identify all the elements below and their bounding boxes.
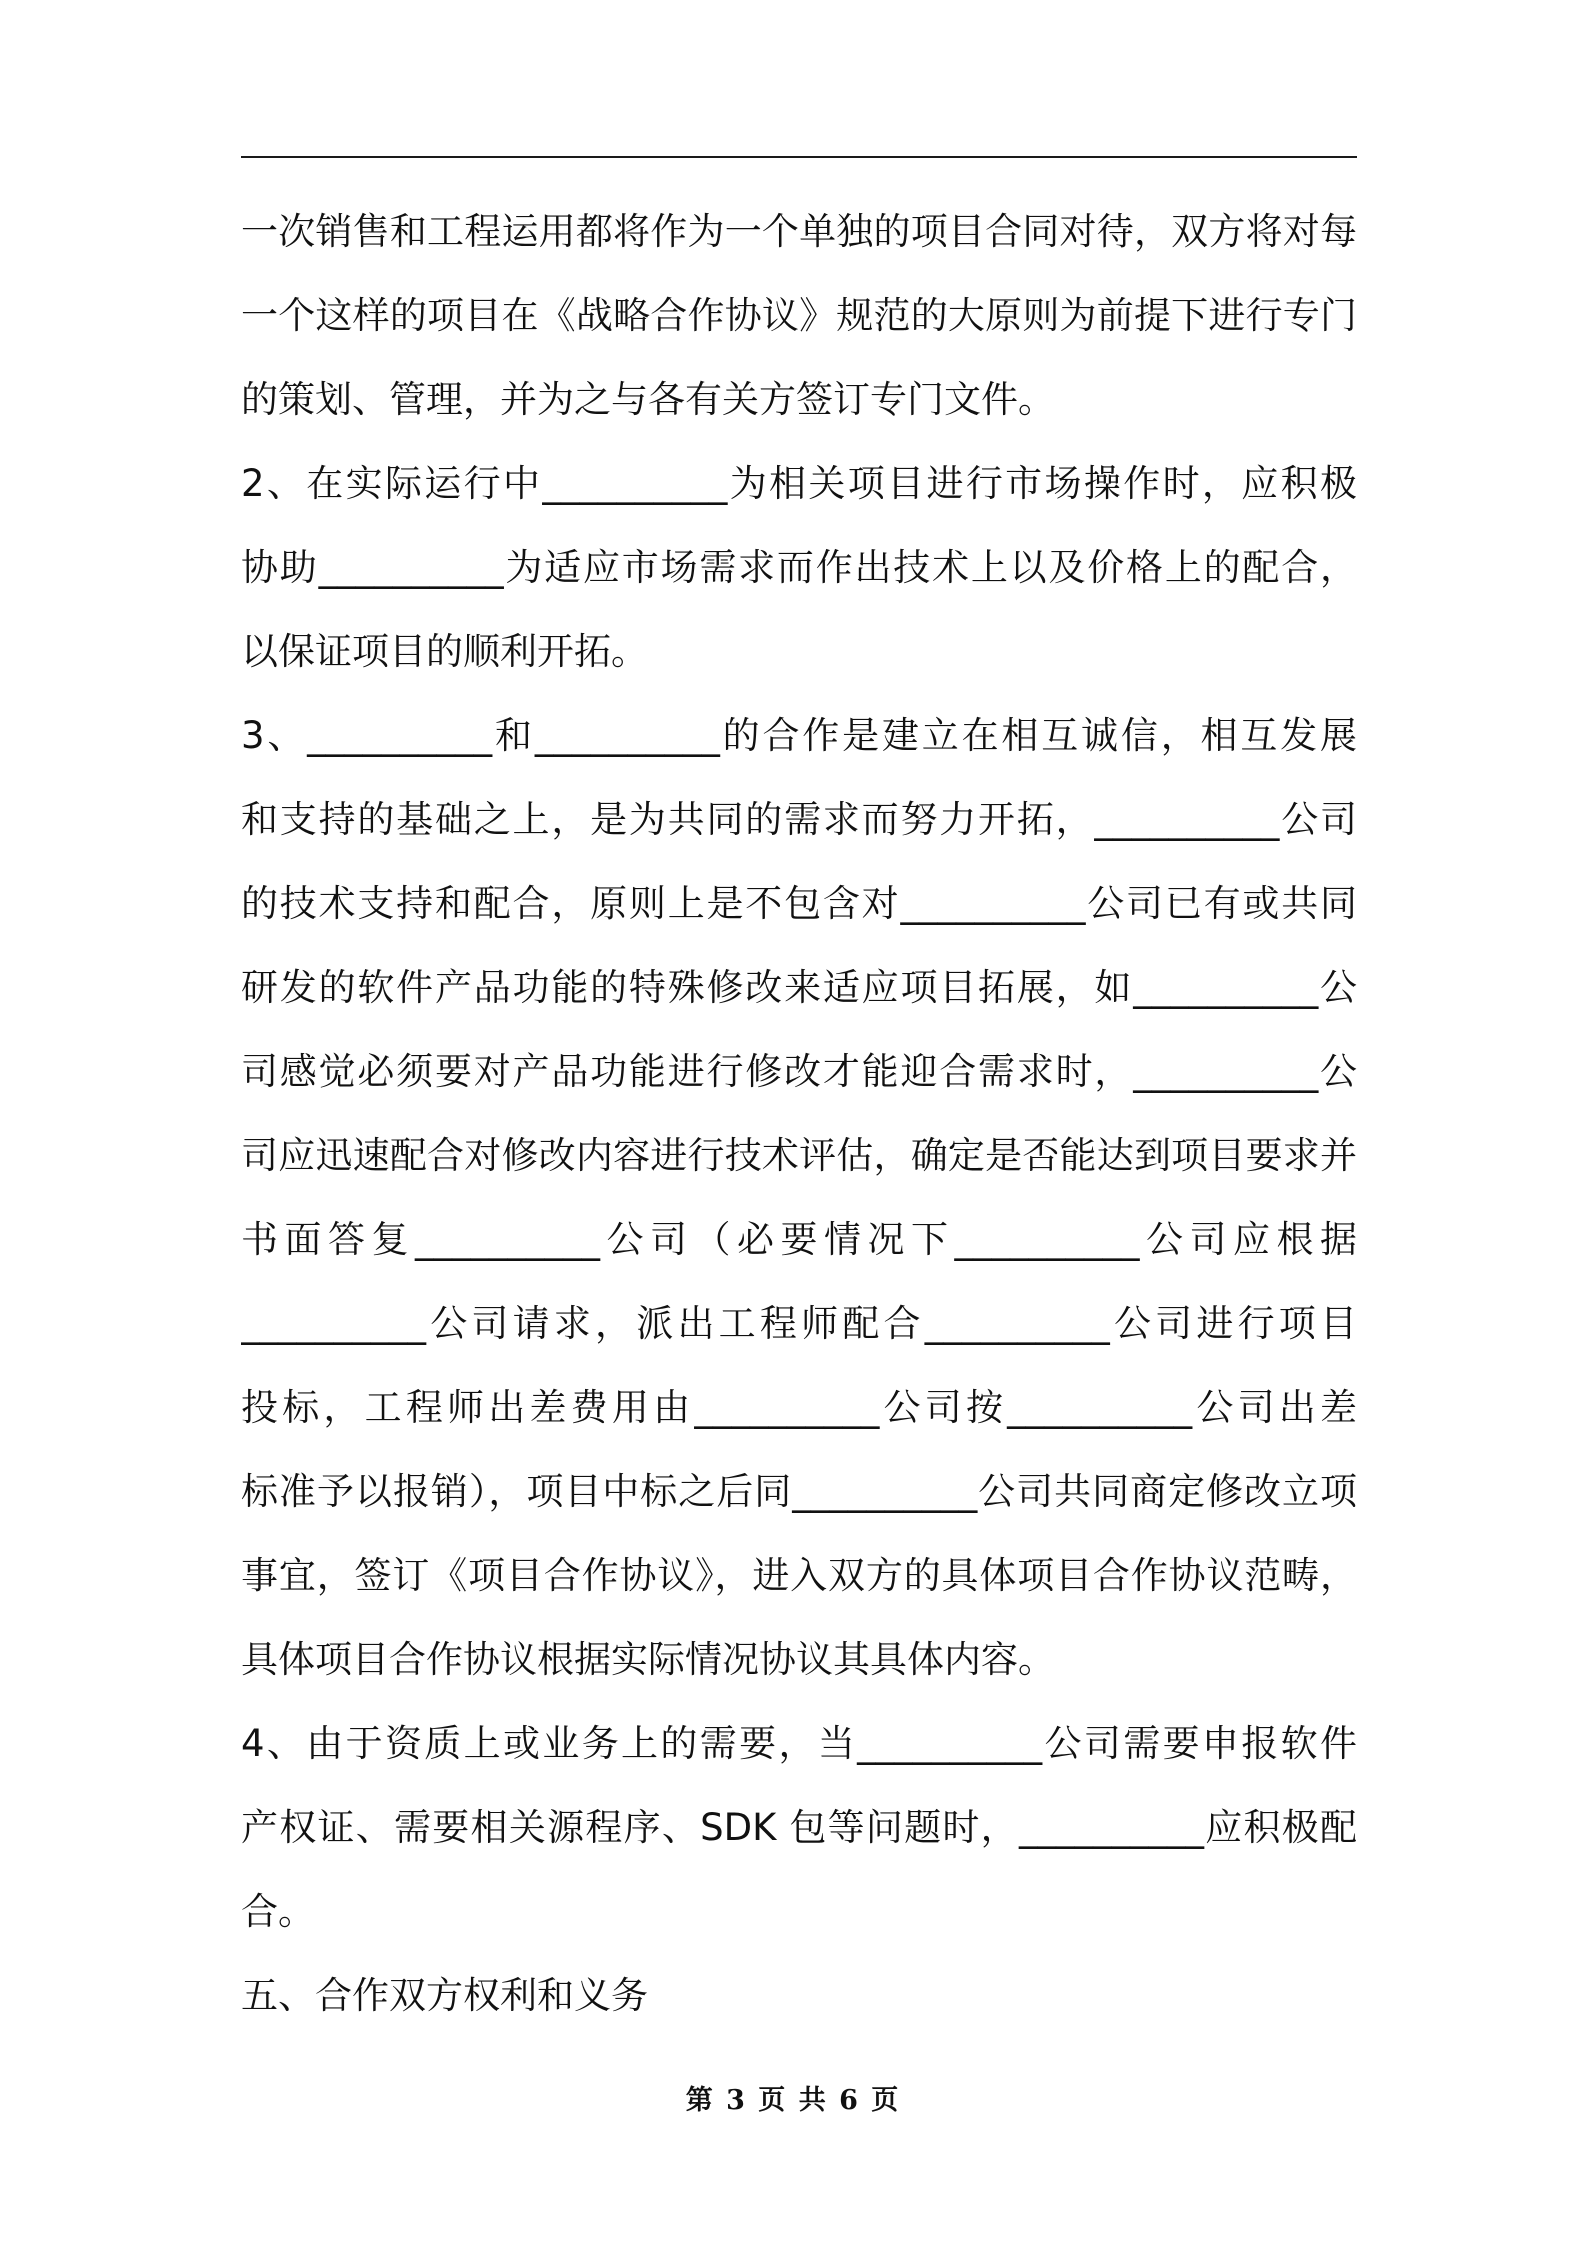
paragraph-line: 一个这样的项目在《战略合作协议》规范的大原则为前提下进行专门: [241, 294, 1357, 337]
paragraph-line: __________公司请求，派出工程师配合__________公司进行项目: [241, 1302, 1357, 1345]
paragraph-line: 研发的软件产品功能的特殊修改来适应项目拓展，如__________公: [241, 966, 1357, 1009]
paragraph-line: 司应迅速配合对修改内容进行技术评估，确定是否能达到项目要求并: [241, 1134, 1357, 1177]
section-heading: 五、合作双方权利和义务: [241, 1974, 648, 2017]
paragraph-line: 一次销售和工程运用都将作为一个单独的项目合同对待，双方将对每: [241, 210, 1357, 253]
paragraph-line: 的策划、管理，并为之与各有关方签订专门文件。: [241, 378, 1055, 421]
paragraph-line: 和支持的基础之上，是为共同的需求而努力开拓，__________公司: [241, 798, 1357, 841]
paragraph-line: 产权证、需要相关源程序、SDK 包等问题时，__________应积极配: [241, 1806, 1357, 1849]
paragraph-line: 协助__________为适应市场需求而作出技术上以及价格上的配合，: [241, 546, 1357, 589]
paragraph-line: 标准予以报销），项目中标之后同__________公司共同商定修改立项: [241, 1470, 1357, 1513]
paragraph-line: 2、在实际运行中__________为相关项目进行市场操作时，应积极: [241, 462, 1357, 505]
paragraph-line: 事宜，签订《项目合作协议》，进入双方的具体项目合作协议范畴，: [241, 1554, 1357, 1597]
document-body: [241, 190, 1357, 2038]
paragraph-line: 投标，工程师出差费用由__________公司按__________公司出差: [241, 1386, 1357, 1429]
paragraph-line: 具体项目合作协议根据实际情况协议其具体内容。: [241, 1638, 1055, 1681]
paragraph-line: 书面答复__________公司（必要情况下__________公司应根据: [241, 1218, 1357, 1261]
paragraph-line: 以保证项目的顺利开拓。: [241, 630, 648, 673]
header-rule: [241, 156, 1357, 158]
paragraph-line: 的技术支持和配合，原则上是不包含对__________公司已有或共同: [241, 882, 1357, 925]
paragraph-line: 3、__________和__________的合作是建立在相互诚信，相互发展: [241, 714, 1357, 757]
page-number: 第 3 页 共 6 页: [685, 2085, 901, 2116]
paragraph-line: 司感觉必须要对产品功能进行修改才能迎合需求时，__________公: [241, 1050, 1357, 1093]
paragraph-line: 合。: [241, 1890, 315, 1933]
paragraph-line: 4、由于资质上或业务上的需要，当__________公司需要申报软件: [241, 1722, 1357, 1765]
